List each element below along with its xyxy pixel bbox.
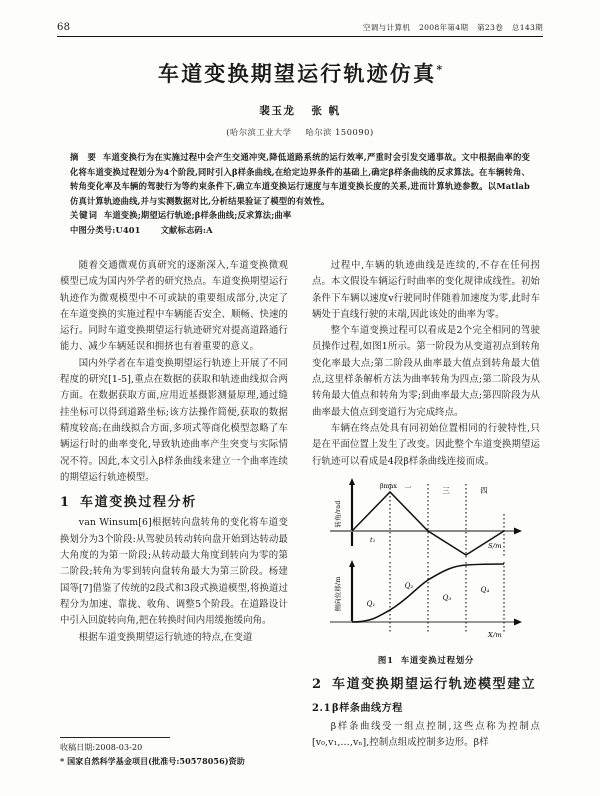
lower-y-axis-label: 侧向位移/m (334, 576, 342, 612)
subsection-number: 2.1 (312, 702, 332, 714)
received-date-row (60, 741, 320, 755)
upper-beta-max-label: βmax (380, 482, 398, 490)
keywords-text: 车道变换;期望运行轨迹;β样条曲线;反求算法;曲率 (103, 210, 292, 221)
received-label: 收稿日期: (60, 743, 96, 752)
title-footnote-mark: * (436, 63, 443, 76)
classification-row (70, 223, 530, 238)
running-head (57, 22, 543, 33)
paragraph: 过程中,车辆的轨迹曲线是连续的,不存在任何拐点。本文假设车辆运行时曲率的变化规律成线性。初始条件下车辆以速度v行驶同时伴随着加速度为零,此时车辆处于直线行驶的末端,因此该处的曲率为零。 (312, 260, 540, 320)
subsection-heading-2-1 (312, 701, 540, 717)
doc-code-label: 文献标志码: (160, 224, 207, 235)
figure-1-graphic (312, 476, 540, 644)
figure-caption-text: 车道变换过程划分 (400, 655, 475, 666)
lower-region-label-3: Q₃ (442, 593, 452, 602)
abstract-paragraph (70, 150, 530, 208)
upper-x-axis-arrow (514, 527, 522, 534)
affiliation-city: 哈尔滨 150090) (305, 127, 374, 137)
keywords-label: 关键词 (70, 210, 98, 221)
doc-code-value: A (206, 224, 213, 235)
paragraph: 随着交通微观仿真研究的逐渐深入,车道变换微观模型已成为国内外学者的研究热点。车道变换期望运行轨迹作为微观模型中不可或缺的重要组成部分,决定了在车道变换的实施过程中车辆能否安全、顺畅、快速的运行。同时车道变换期望运行轨迹研究对提高道路通行能力、减少车辆延误和拥挤也有着重要的意义。 (60, 260, 288, 353)
paragraph: 整个车道变换过程可以看成是2个完全相同的驾驶员操作过程,如图1所示。第一阶段为从变道初点到转角变化率最大点;第二阶段从曲率最大值点到转角最大值点,这里样条解析方法为曲率转角为四点;第二阶段为从转角最大值点和转角为零;到曲率最大点;第四阶段为从曲率最大值点到变道行为完成终点。 (312, 325, 540, 418)
column-right (312, 258, 540, 752)
paragraph: 根据车道变换期望运行轨迹的特点,在变道 (78, 631, 253, 643)
section-heading-1 (60, 495, 288, 511)
affiliation-institution: (哈尔滨工业大学 (226, 127, 292, 137)
clc-label: 中图分类号: (70, 224, 116, 235)
keywords-row (70, 208, 530, 223)
received-date: 2008-03-20 (95, 743, 143, 752)
journal-year-issue: 2008年第4期 (418, 23, 469, 32)
journal-info (357, 22, 543, 33)
figure-caption (312, 652, 540, 668)
author-list (0, 103, 600, 118)
journal-serial: 总143期 (511, 23, 543, 32)
upper-y-axis-label: 转角/rad (334, 500, 342, 528)
footnote-block (60, 741, 320, 768)
journal-volume: 第23卷 (477, 23, 504, 32)
paragraph: 国内外学者在车道变换期望运行轨迹上开展了不同程度的研究[1-5],重点在数据的获取和轨迹曲线拟合两方面。在数据获取方面,应用近基摄影测量原理,通过缝挂坐标可以得到道路坐标;该方法操作简便,获取的数据精度较高;在曲线拟合方面,多项式等商化模型忽略了车辆运行时的曲率变化,导致轨迹曲率产生突变与实际情况不符。因此,本文引入β样条曲线来建立一个曲率连续的期望运行轨迹模型。 (60, 357, 288, 483)
figure-caption-number: 图1 (377, 655, 394, 666)
journal-name: 空调与计算机 (362, 23, 411, 32)
section-number: 2 (312, 677, 323, 693)
column-left (60, 258, 288, 646)
section-heading-2 (312, 677, 540, 693)
abstract-text: 车道变换行为在实施过程中会产生交通冲突,降低道路系统的运行效率,严重时会引发交通事故。文中根据曲率的变化将车道变换过程划分为4个阶段,同时引入β样条曲线,在给定边界条件的基础上,确定β样条曲线的反求算法。在车辆转角、转角变化率及车辆的驾驶行为等约束条件下,确立车道变换运行速度与车道变换长度的关系,进而计算轨迹参数。以Matlab仿真计算轨迹曲线,并与实测数据对比,分析结果验证了模型的有效性。 (70, 152, 531, 206)
abstract-block (70, 150, 530, 238)
paragraph: β样条曲线受一组点控制,这些点称为控制点[v₀,v₁,…,vₙ],控制点组成控制多边形。β样 (312, 721, 540, 749)
header-rule (57, 36, 543, 37)
affiliation (0, 127, 600, 138)
subsection-title: β样条曲线方程 (332, 702, 403, 714)
page-title (0, 58, 600, 88)
lower-x-axis-label: X/m (488, 630, 502, 639)
page-number: 68 (57, 22, 71, 33)
lower-region-label-4: Q₄ (480, 585, 490, 594)
section-title: 车道变换过程分析 (80, 495, 197, 511)
abstract-label: 摘 要 (70, 152, 99, 162)
figure-1 (312, 476, 540, 669)
author-2: 张 帆 (311, 105, 341, 117)
clc-value: U401 (115, 224, 141, 235)
lower-x-axis-arrow (514, 618, 522, 625)
upper-phase-label-1: 一 (404, 483, 412, 492)
section-title: 车道变换期望运行轨迹模型建立 (332, 677, 537, 693)
upper-y-axis-arrow (349, 478, 355, 485)
fund-note: * 国家自然科学基金项目(批准号:50578056)资助 (60, 755, 245, 766)
lower-region-label-2: Q₂ (404, 581, 414, 590)
footnote-rule (60, 737, 170, 738)
paragraph: van Winsum[6]根据转向盘转角的变化将车道变换划分为3个阶段:从驾驶员转动转向盘开始到达转动最大角度的为第一阶段;从转动最大角度到转向为零的第二阶段;转角为零到转向盘转角最大为第三阶段。杨建国等[7]借鉴了传统的2段式和3段式换道模型,将换道过程分为加速、靠拢、收角、调整5个阶段。在道路设计中引入回旋转向角,把在转换时间内用缓拖缓向角。 (60, 517, 288, 627)
title-text: 车道变换期望运行轨迹仿真 (157, 61, 437, 86)
lower-region-label-1: Q₁ (366, 599, 376, 608)
upper-phase-label-3: 四 (480, 485, 488, 495)
upper-x-axis-label: S/m (488, 541, 502, 550)
section-number: 1 (60, 495, 71, 511)
author-1: 裴玉龙 (259, 105, 296, 117)
paragraph: 车辆在终点处具有同初始位置相同的行驶特性,只是在平面位置上发生了改变。因此整个车道变换期望运行轨迹可以看成是4段β样条曲线连接而成。 (312, 422, 540, 467)
upper-t1-label: t₁ (370, 535, 376, 544)
lower-y-axis-arrow (349, 560, 355, 567)
upper-phase-label-2: 三 (442, 485, 450, 495)
